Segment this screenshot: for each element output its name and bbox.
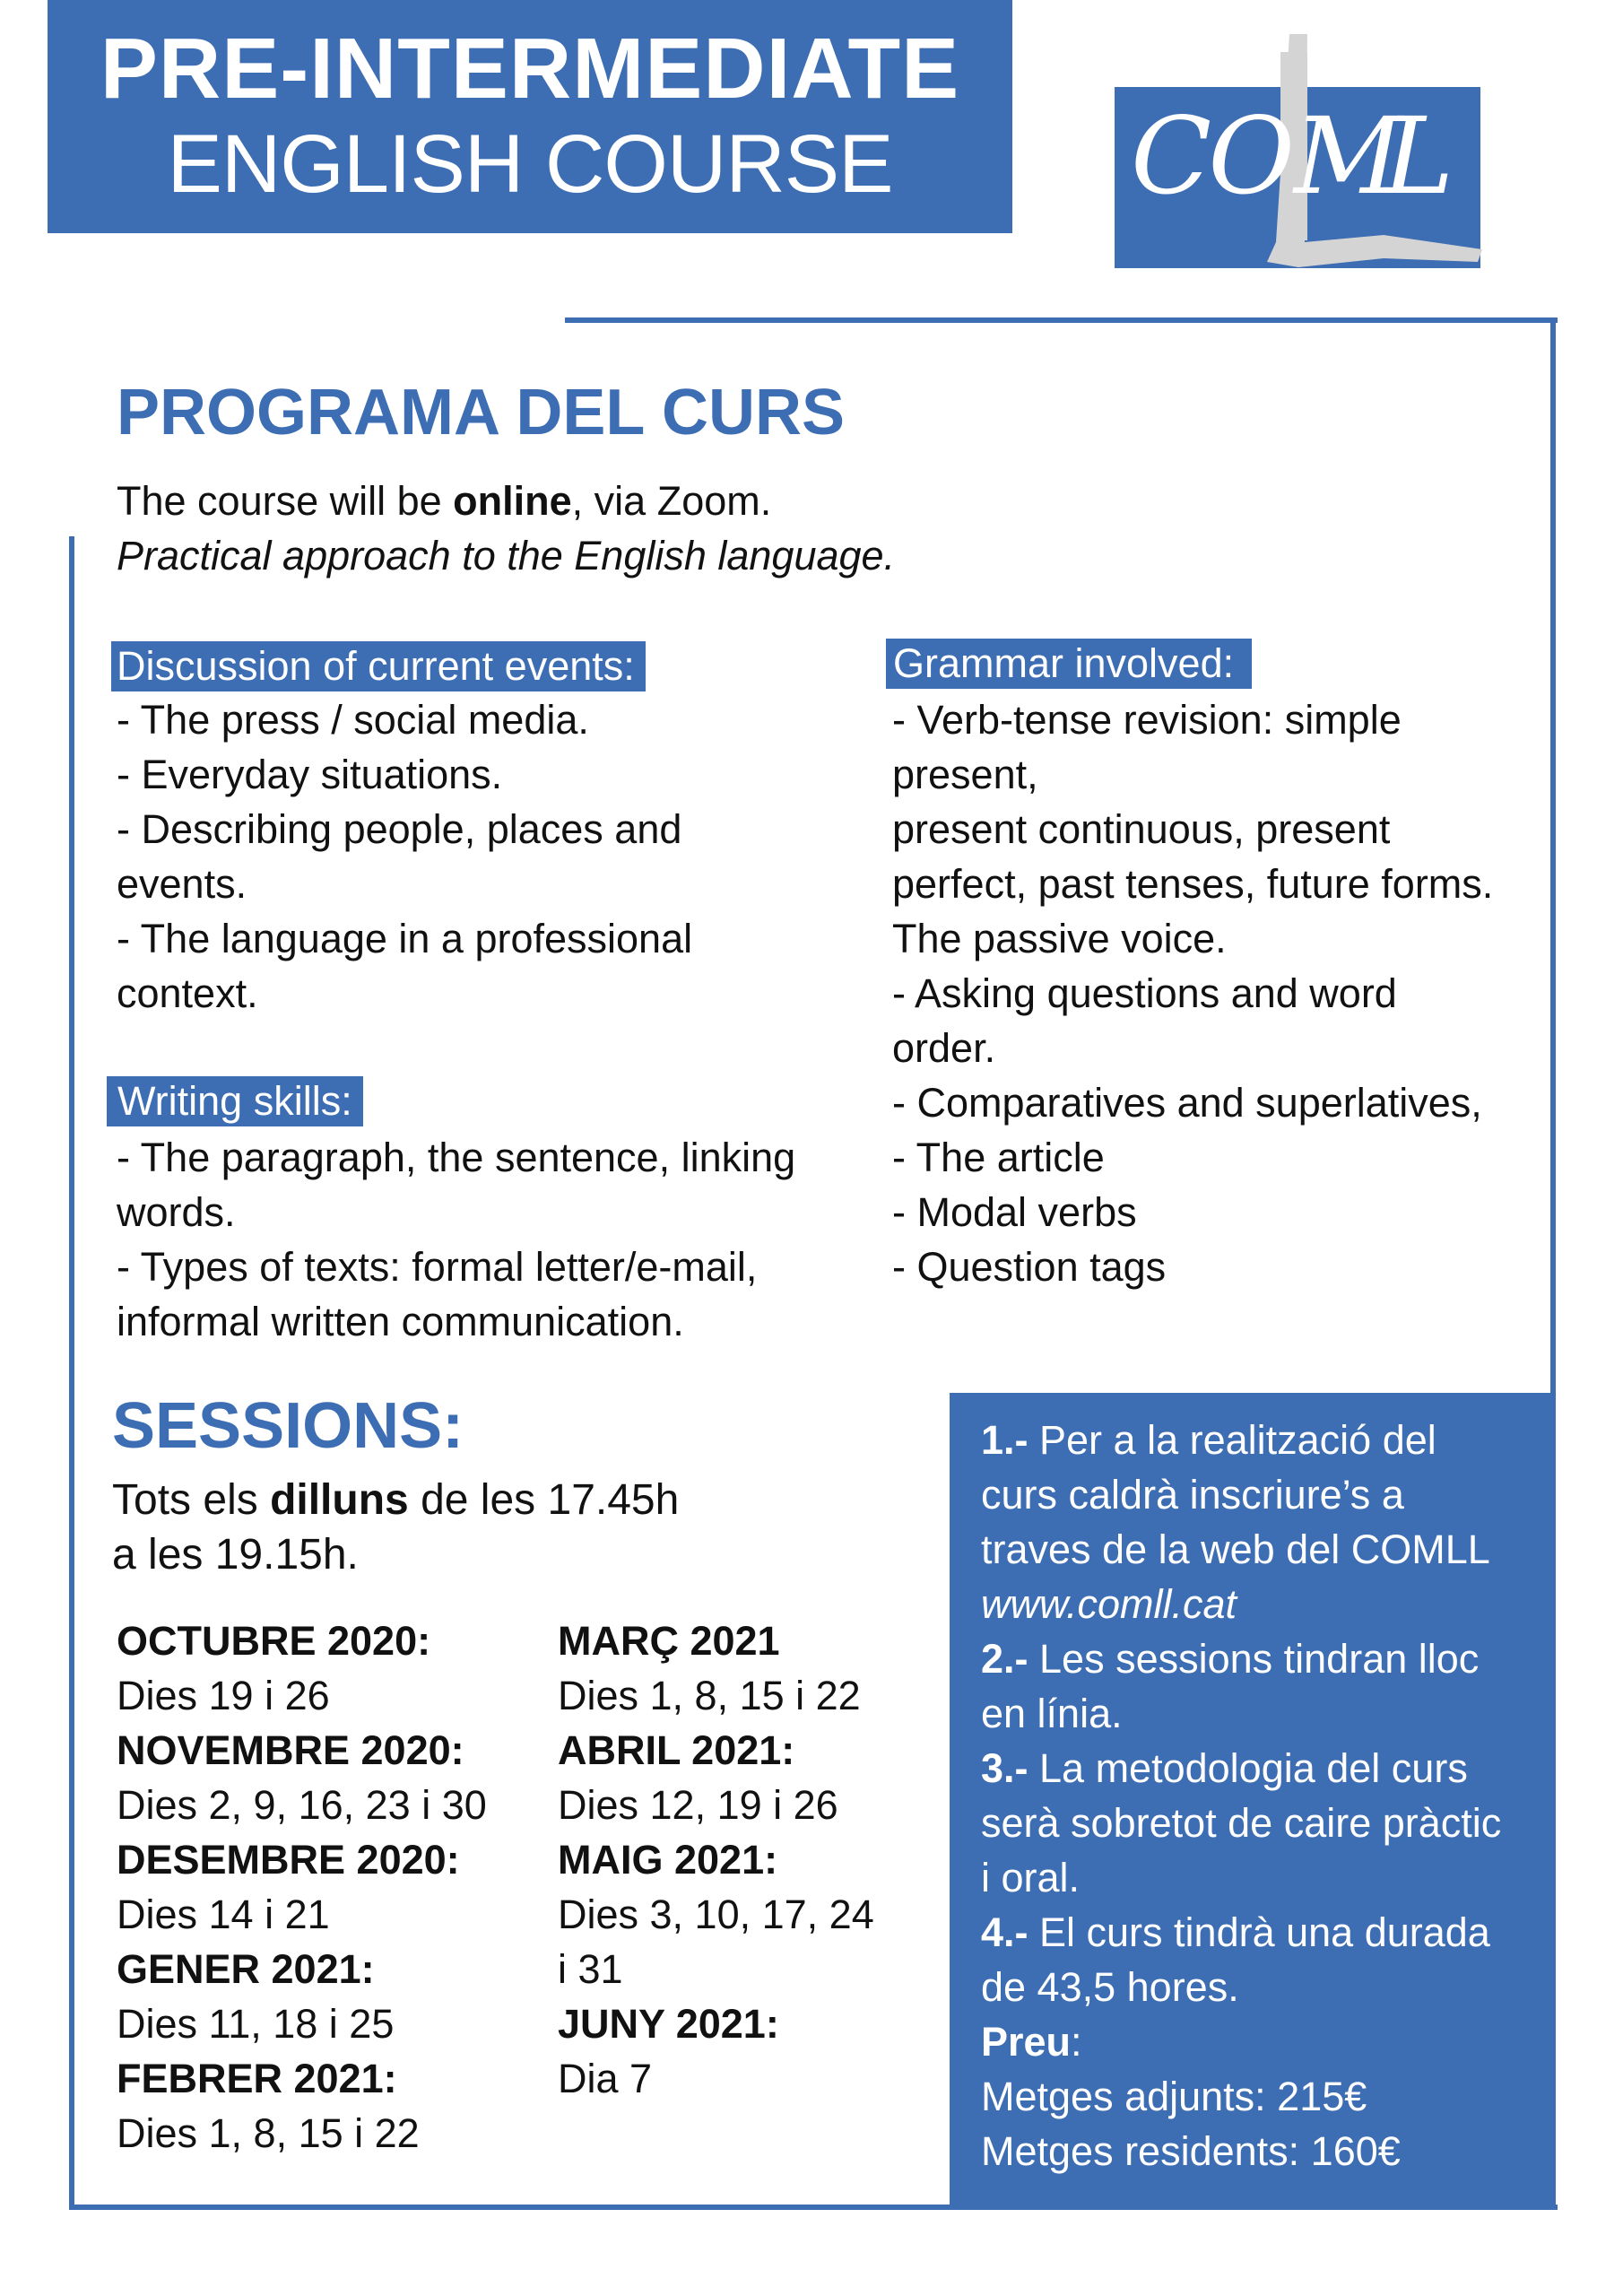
- month-name: DESEMBRE 2020:: [117, 1837, 460, 1883]
- month-days: Dies 14 i 21: [117, 1892, 330, 1937]
- frame-top-line: [565, 317, 1558, 323]
- frame-left-line: [69, 536, 74, 2210]
- month-days: Dies 19 i 26: [117, 1673, 330, 1718]
- price-heading: [981, 2014, 1555, 2069]
- month-block: [117, 2051, 420, 2161]
- schedule-prefix: Tots els: [112, 1476, 271, 1524]
- month-block: [558, 1613, 861, 1723]
- info-content: [981, 1413, 1555, 2179]
- schedule-suffix: de les 17.45h: [408, 1476, 680, 1524]
- list-item: context.: [117, 970, 258, 1016]
- list-item: - The article: [892, 1135, 1105, 1180]
- month-block: [558, 1723, 838, 1832]
- writing-tag: Writing skills:: [107, 1076, 363, 1126]
- list-item: - Comparatives and superlatives,: [892, 1080, 1482, 1126]
- month-name: GENER 2021:: [117, 1946, 375, 1992]
- intro-prefix: The course will be: [117, 478, 454, 524]
- svg-text:M: M: [1294, 94, 1402, 218]
- programa-heading: PROGRAMA DEL CURS: [117, 377, 846, 448]
- info-item-2: [981, 1631, 1555, 1686]
- schedule-end-time: a les 19.15h.: [112, 1531, 359, 1578]
- info-panel: [950, 1393, 1556, 2210]
- info-item-3: [981, 1741, 1555, 1796]
- list-item: order.: [892, 1025, 996, 1071]
- info-text: Les sessions tindran lloc: [1028, 1636, 1480, 1682]
- list-item: perfect, past tenses, future forms.: [892, 861, 1494, 907]
- month-name: FEBRER 2021:: [117, 2056, 397, 2101]
- list-item: events.: [117, 861, 247, 907]
- title-banner: [48, 0, 1012, 233]
- info-text: El curs tindrà una durada: [1028, 1909, 1490, 1955]
- month-days: Dies 12, 19 i 26: [558, 1782, 838, 1828]
- list-item: informal written communication.: [117, 1299, 684, 1344]
- info-text: curs caldrà inscriure’s a: [981, 1472, 1404, 1518]
- list-item: The passive voice.: [892, 916, 1227, 961]
- course-subtitle: ENGLISH COURSE: [167, 118, 893, 210]
- price-label: Preu: [981, 2019, 1072, 2065]
- writing-list: [117, 1130, 870, 1349]
- info-text: serà sobretot de caire pràctic: [981, 1800, 1502, 1846]
- sessions-schedule: [112, 1473, 794, 1582]
- price-residents: Metges residents: 160€: [981, 2128, 1401, 2174]
- list-item: - Question tags: [892, 1244, 1167, 1290]
- list-item: - Describing people, places and: [117, 806, 682, 852]
- month-name: NOVEMBRE 2020:: [117, 1727, 464, 1773]
- grammar-tag: Grammar involved:: [886, 639, 1252, 689]
- list-item: - Everyday situations.: [117, 752, 503, 797]
- svg-text:CO: CO: [1131, 94, 1292, 218]
- info-item-4: [981, 1905, 1555, 1960]
- month-days: Dies 1, 8, 15 i 22: [558, 1673, 861, 1718]
- price-adjunts: Metges adjunts: 215€: [981, 2074, 1367, 2119]
- item-number: 4.-: [981, 1909, 1028, 1955]
- month-name: JUNY 2021:: [558, 2001, 779, 2047]
- price-colon: :: [1071, 2019, 1082, 2065]
- list-item: - Types of texts: formal letter/e-mail,: [117, 1244, 758, 1290]
- month-name: OCTUBRE 2020:: [117, 1618, 431, 1664]
- info-text: de 43,5 hores.: [981, 1964, 1239, 2010]
- svg-text:L: L: [1384, 94, 1454, 218]
- month-days: Dies 3, 10, 17, 24: [558, 1892, 874, 1937]
- intro-online: online: [453, 478, 572, 524]
- schedule-day: dilluns: [270, 1476, 409, 1524]
- item-number: 1.-: [981, 1417, 1028, 1463]
- course-title: PRE-INTERMEDIATE: [100, 21, 960, 117]
- month-block: [117, 1832, 460, 1942]
- list-item: - The language in a professional: [117, 916, 693, 961]
- list-item: present continuous, present: [892, 806, 1391, 852]
- sessions-heading: SESSIONS:: [112, 1390, 464, 1462]
- list-item: - Modal verbs: [892, 1189, 1137, 1235]
- month-block: [558, 1832, 874, 1996]
- info-text: traves de la web del COMLL: [981, 1526, 1490, 1572]
- month-block: [117, 1723, 487, 1832]
- month-block: [117, 1613, 430, 1723]
- info-item-1: [981, 1413, 1555, 1467]
- website-url[interactable]: www.comll.cat: [981, 1581, 1237, 1627]
- list-item: - Asking questions and word: [892, 970, 1397, 1016]
- list-item: - The paragraph, the sentence, linking: [117, 1135, 796, 1180]
- info-text: La metodologia del curs: [1028, 1745, 1468, 1791]
- intro-suffix: , via Zoom.: [571, 478, 772, 524]
- course-approach-line: Practical approach to the English language.: [117, 533, 896, 578]
- month-name: MARÇ 2021: [558, 1618, 780, 1664]
- info-text: en línia.: [981, 1691, 1123, 1736]
- discussion-list: [117, 692, 762, 1021]
- list-item: present,: [892, 752, 1038, 797]
- item-number: 2.-: [981, 1636, 1028, 1682]
- month-name: MAIG 2021:: [558, 1837, 778, 1883]
- list-item: words.: [117, 1189, 236, 1235]
- website-link[interactable]: [981, 1577, 1555, 1631]
- item-number: 3.-: [981, 1745, 1028, 1791]
- month-block: [117, 1942, 394, 2051]
- comll-logo: [1115, 27, 1500, 283]
- month-days: Dies 1, 8, 15 i 22: [117, 2110, 420, 2156]
- month-days: Dia 7: [558, 2056, 653, 2101]
- month-name: ABRIL 2021:: [558, 1727, 795, 1773]
- course-format-line: [117, 474, 771, 528]
- info-text: Per a la realització del: [1028, 1417, 1436, 1463]
- grammar-list: [892, 692, 1556, 1294]
- month-block: [558, 1996, 779, 2106]
- list-item: - The press / social media.: [117, 697, 589, 743]
- discussion-tag: Discussion of current events:: [111, 641, 646, 691]
- month-days: Dies 11, 18 i 25: [117, 2001, 395, 2047]
- month-days: Dies 2, 9, 16, 23 i 30: [117, 1782, 487, 1828]
- list-item: - Verb-tense revision: simple: [892, 697, 1402, 743]
- info-text: i oral.: [981, 1855, 1081, 1900]
- month-days-continued: i 31: [558, 1946, 623, 1992]
